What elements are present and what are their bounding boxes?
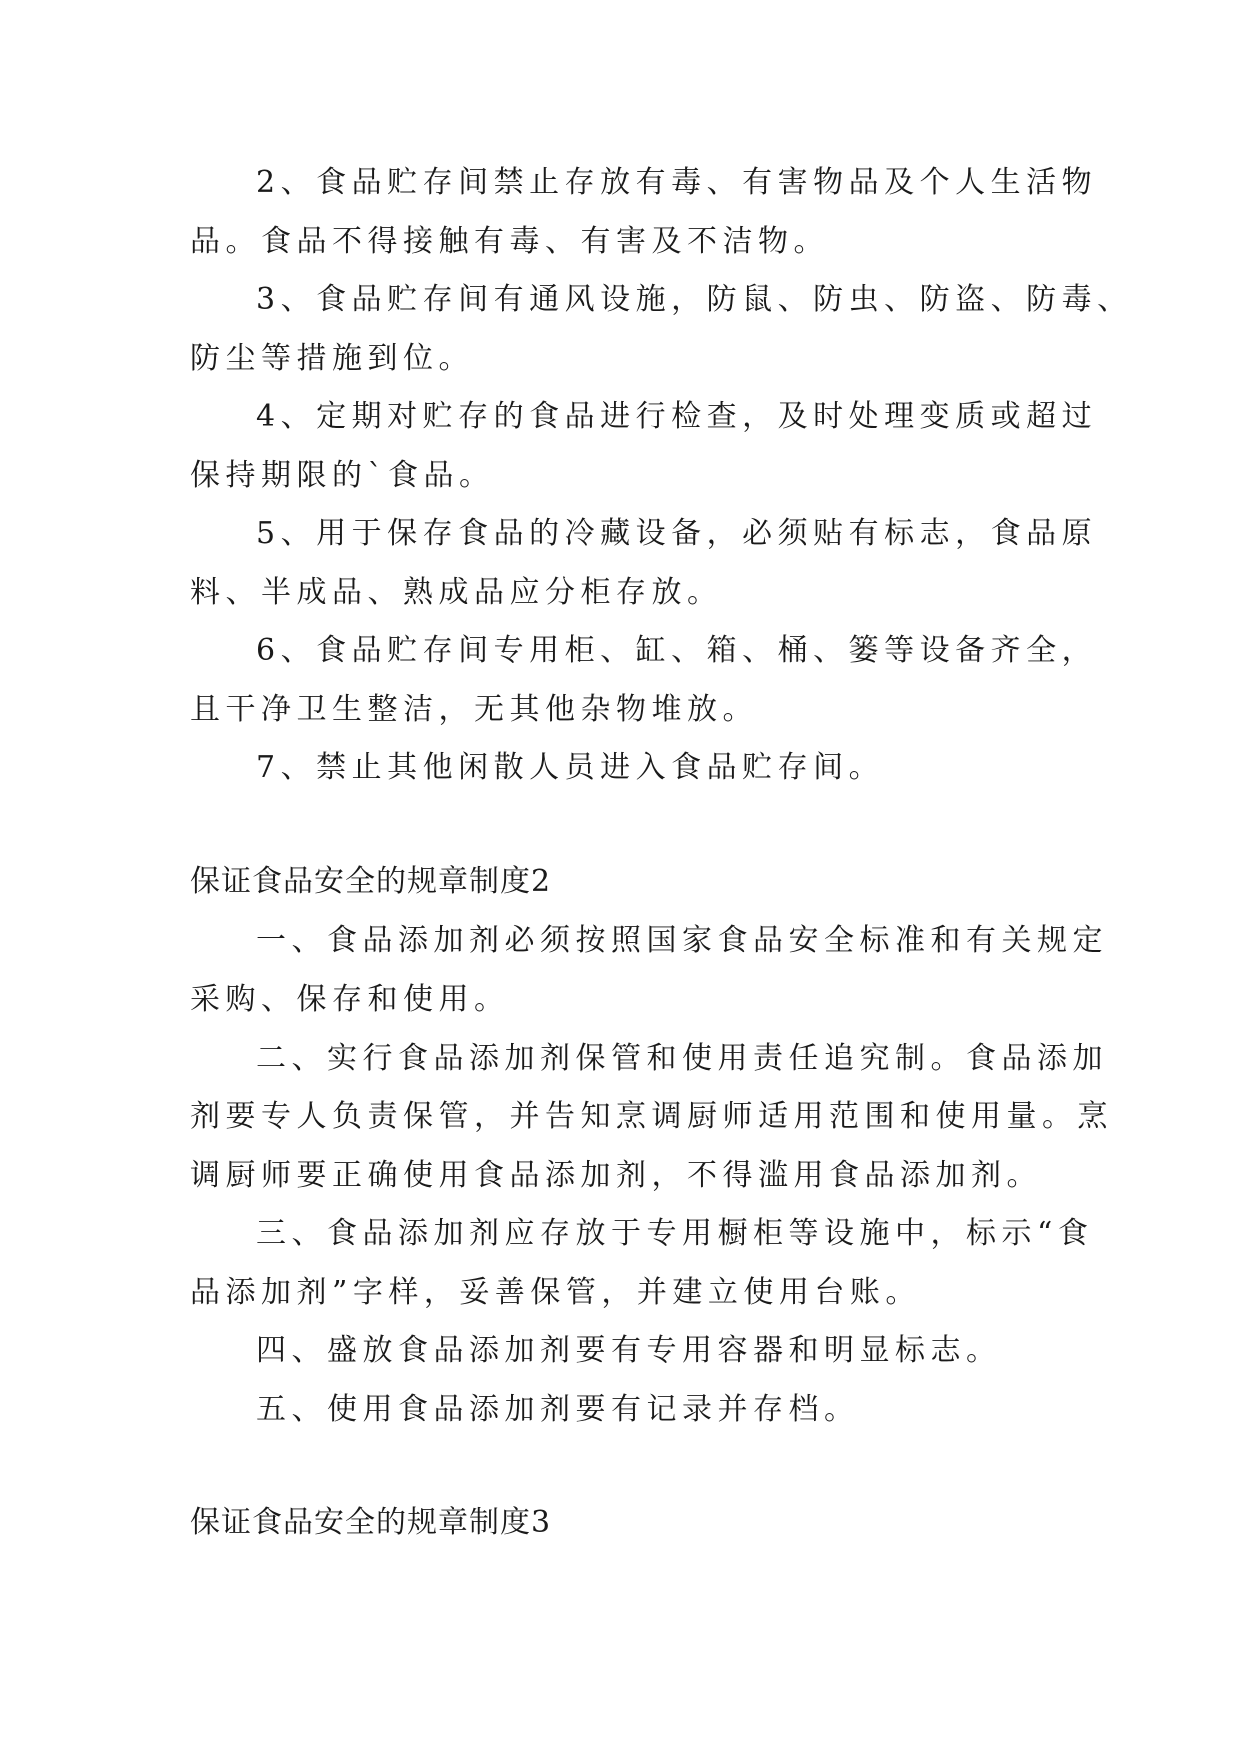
paragraph-line: 品。食品不得接触有毒、有害及不洁物。 [190, 224, 829, 259]
paragraph-line: 2、食品贮存间禁止存放有毒、有害物品及个人生活物 [256, 165, 1098, 200]
paragraph-line: 一、食品添加剂必须按照国家食品安全标准和有关规定 [256, 923, 1108, 958]
paragraph-line: 7、禁止其他闲散人员进入食品贮存间。 [256, 750, 885, 785]
paragraph-line: 保持期限的`食品。 [190, 458, 495, 493]
paragraph-line: 5、用于保存食品的冷藏设备，必须贴有标志，食品原 [256, 516, 1098, 551]
paragraph-line: 采购、保存和使用。 [190, 982, 510, 1017]
paragraph-line: 调厨师要正确使用食品添加剂，不得滥用食品添加剂。 [190, 1158, 1042, 1193]
paragraph-line: 且干净卫生整洁，无其他杂物堆放。 [190, 692, 758, 727]
section-title: 保证食品安全的规章制度3 [190, 1505, 552, 1540]
paragraph-line: 四、盛放食品添加剂要有专用容器和明显标志。 [256, 1333, 1002, 1368]
paragraph-line: 三、食品添加剂应存放于专用橱柜等设施中，标示“食 [256, 1216, 1094, 1251]
paragraph-line: 防尘等措施到位。 [190, 341, 474, 376]
paragraph-line: 五、使用食品添加剂要有记录并存档。 [256, 1392, 860, 1427]
paragraph-line: 二、实行食品添加剂保管和使用责任追究制。食品添加 [256, 1041, 1108, 1076]
paragraph-line: 剂要专人负责保管，并告知烹调厨师适用范围和使用量。烹 [190, 1099, 1113, 1134]
paragraph-line: 6、食品贮存间专用柜、缸、箱、桶、篓等设备齐全， [256, 633, 1098, 668]
paragraph-line: 品添加剂”字样，妥善保管，并建立使用台账。 [190, 1275, 921, 1310]
paragraph-line: 料、半成品、熟成品应分柜存放。 [190, 575, 723, 610]
paragraph-line: 4、定期对贮存的食品进行检查，及时处理变质或超过 [256, 399, 1098, 434]
section-title: 保证食品安全的规章制度2 [190, 864, 552, 899]
paragraph-line: 3、食品贮存间有通风设施，防鼠、防虫、防盗、防毒、 [256, 282, 1133, 317]
